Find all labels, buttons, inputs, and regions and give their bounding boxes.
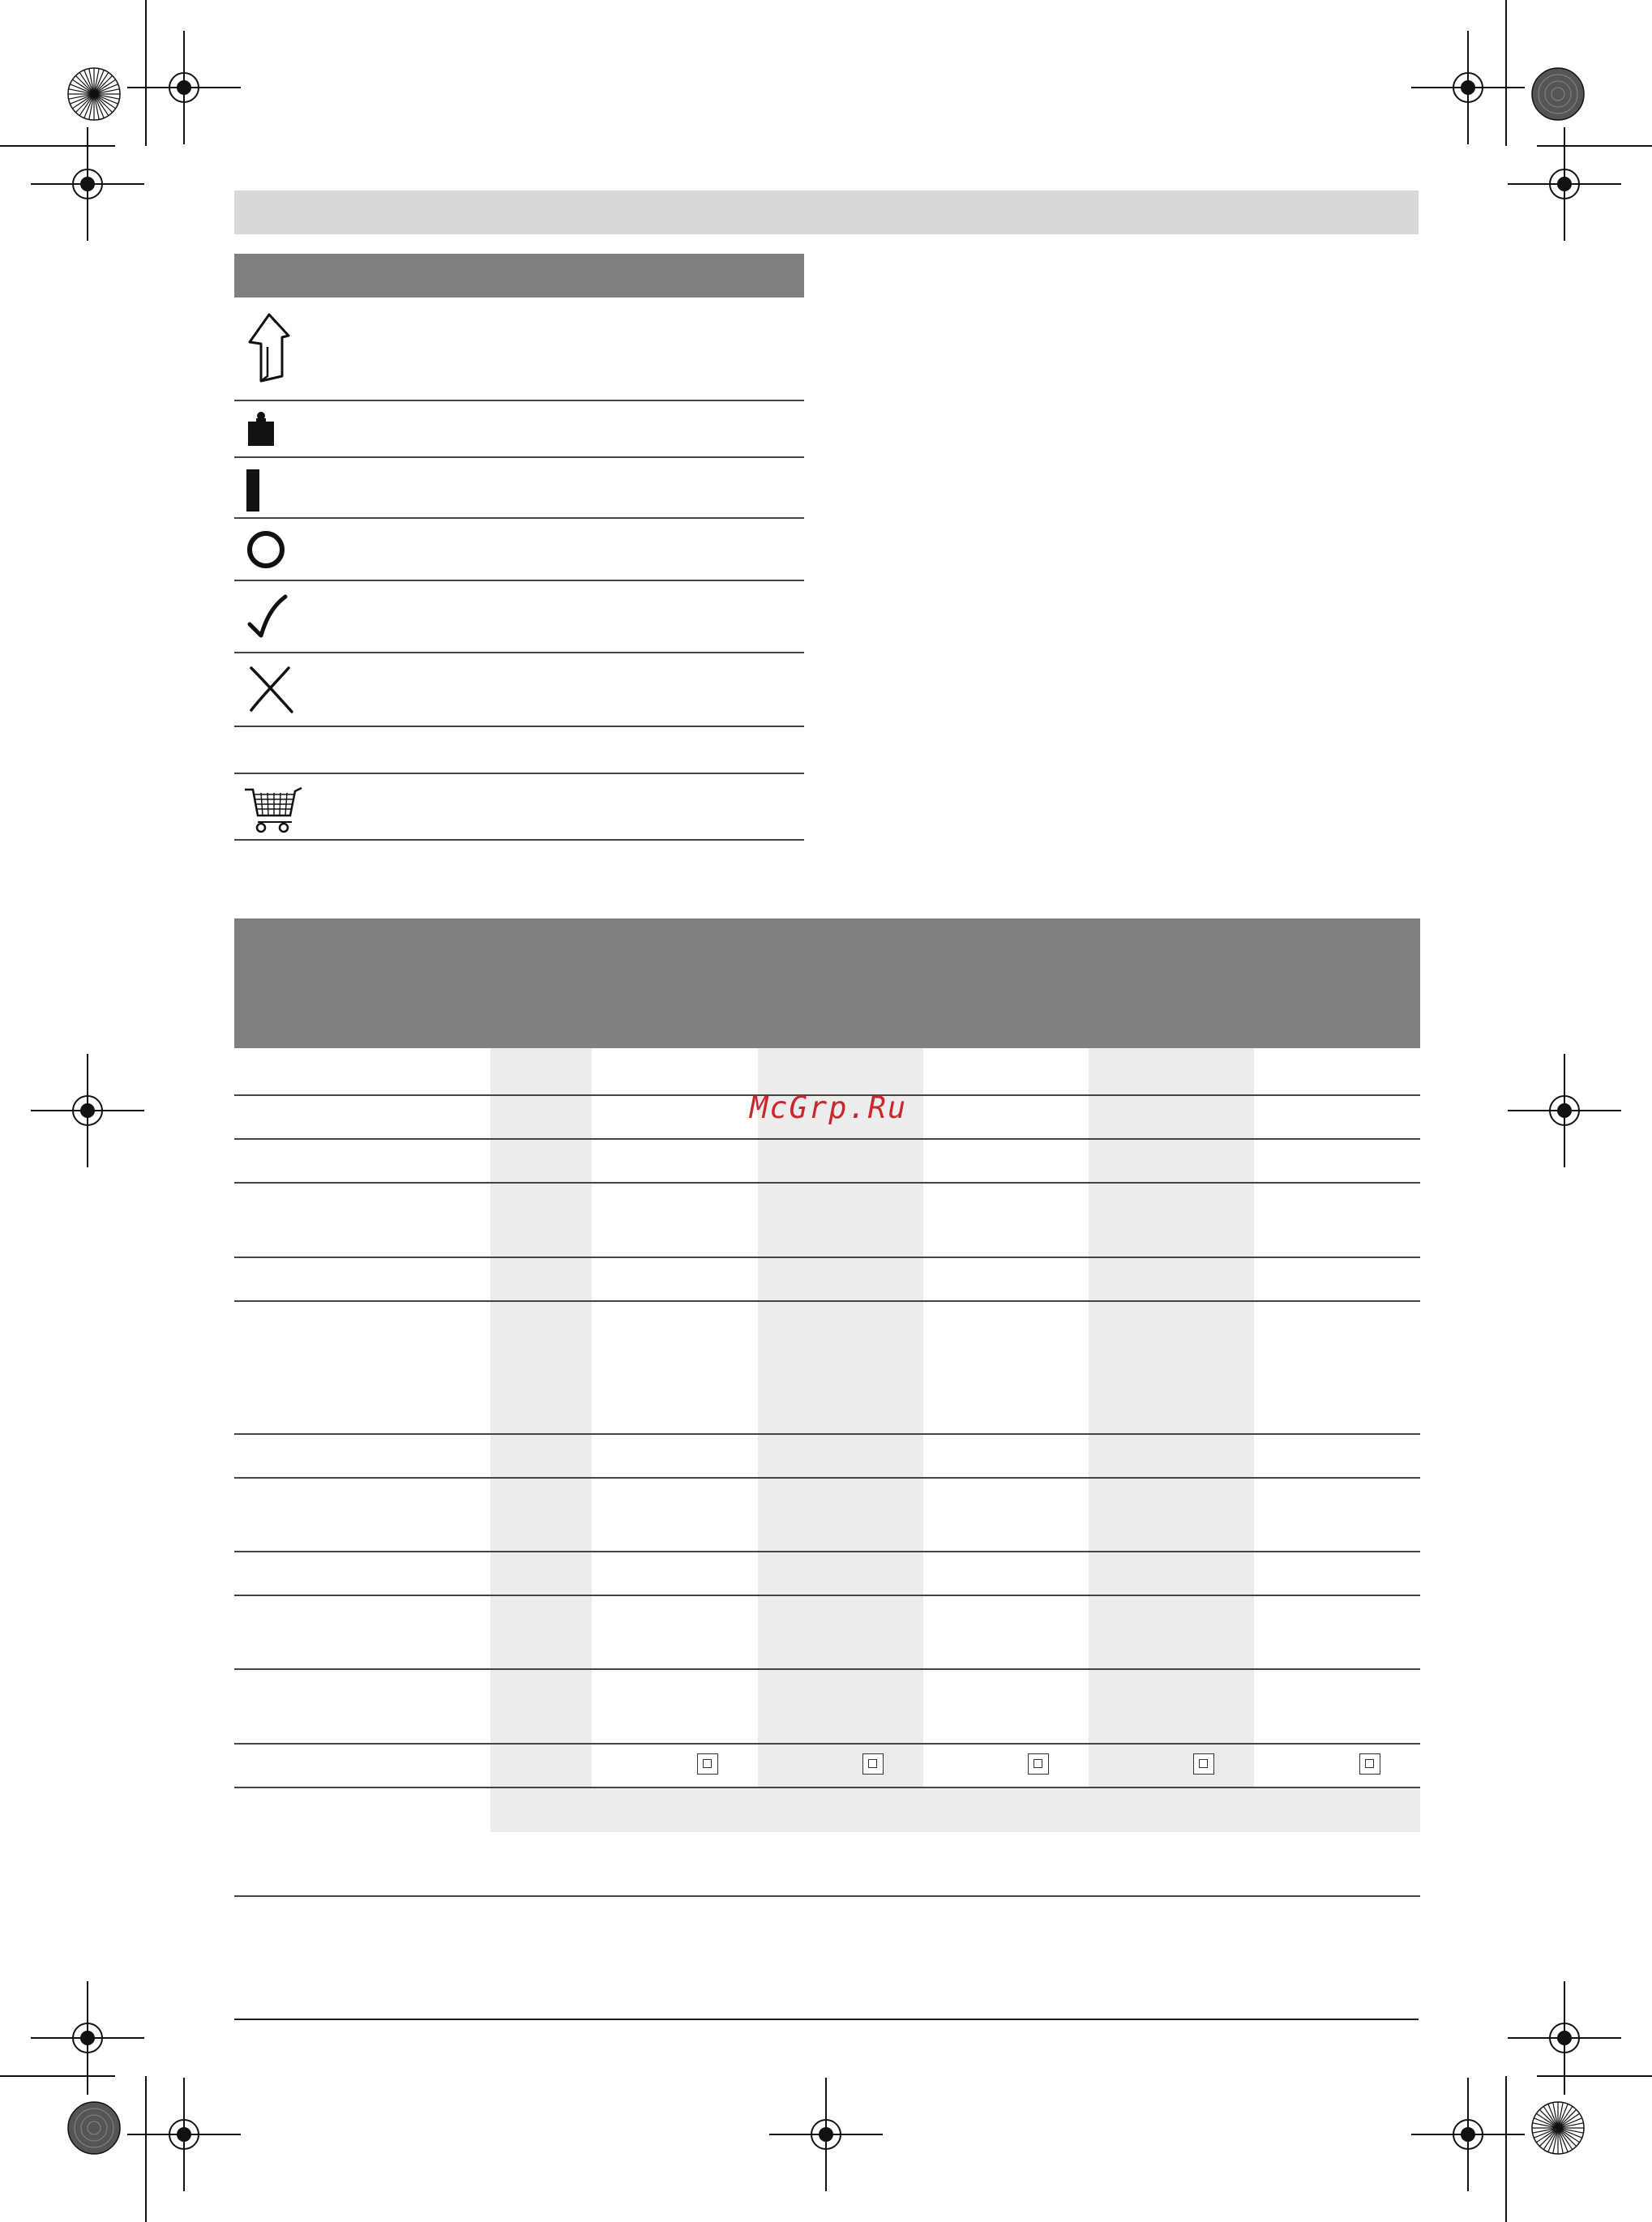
legend-row-divider [234,652,804,653]
spec-row-divider [234,1138,1420,1140]
circle-icon [245,528,289,572]
weight-icon [245,410,277,447]
legend-row-divider [234,400,804,401]
watermark: McGrp.Ru [750,1090,908,1125]
footer-rule [234,2019,1419,2020]
push-arrow-icon [243,311,300,384]
legend-header [234,254,804,298]
spec-row-divider [234,1668,1420,1670]
legend-row-divider [234,456,804,458]
legend-row-divider [234,773,804,774]
check-icon [245,593,292,642]
shaded-footer-row [490,1788,1420,1832]
spec-row-divider [234,1477,1420,1479]
spec-row-divider [234,1787,1420,1788]
shaded-column [490,1048,592,1832]
page-header-bar [234,191,1419,234]
protection-class-icon [862,1753,884,1775]
spec-row-divider [234,1895,1420,1897]
legend-row-divider [234,726,804,727]
spec-row-divider [234,1257,1420,1258]
spec-row-divider [234,1595,1420,1596]
cross-icon [245,663,297,715]
legend-row-divider [234,839,804,841]
shopping-cart-icon [243,783,305,835]
spec-row-divider [234,1551,1420,1552]
protection-class-icon [697,1753,718,1775]
bar-icon [245,468,264,513]
protection-class-icon [1028,1753,1049,1775]
spec-row-divider [234,1182,1420,1184]
legend-row-divider [234,580,804,581]
spec-row-divider [234,1300,1420,1302]
protection-class-icon [1359,1753,1380,1775]
shaded-column [758,1048,923,1832]
legend-row-divider [234,517,804,519]
shaded-column [1089,1048,1254,1832]
spec-table-header [234,918,1420,1048]
protection-class-icon [1193,1753,1214,1775]
spec-row-divider [234,1433,1420,1435]
spec-row-divider [234,1743,1420,1745]
